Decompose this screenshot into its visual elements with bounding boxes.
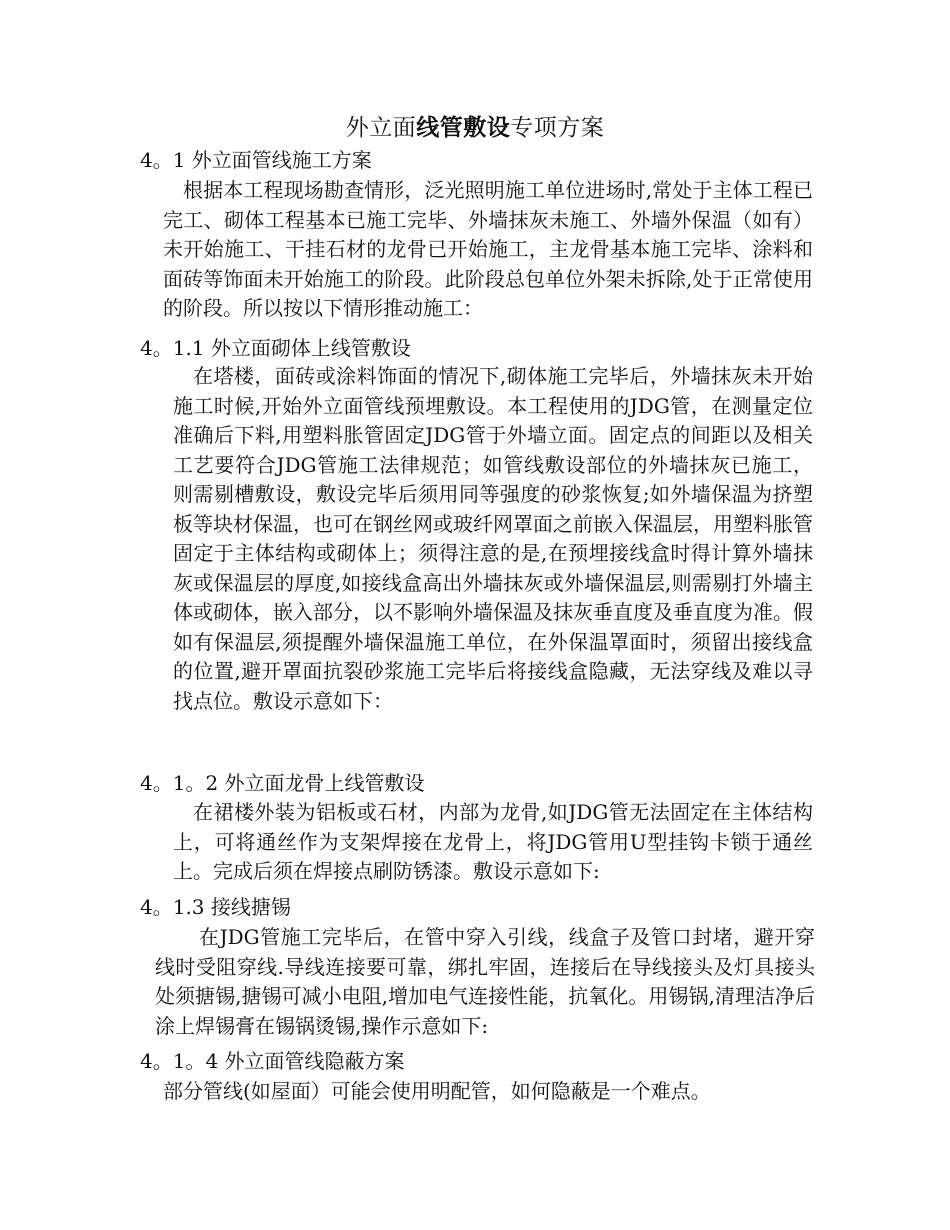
section-heading-4-1-1: 4。1.1 外立面砌体上线管敷设 bbox=[140, 336, 411, 360]
title-part-3: 专项方案 bbox=[510, 115, 605, 141]
section-body-4-1-1: 在塔楼，面砖或涂料饰面的情况下,砌体施工完毕后，外墙抹灰未开始施工时候,开始外立面管线预埋敷设。本工程使用的JDG管，在测量定位准确后下料,用塑料胀管固定JDG管于外墙立面。固定点的间距以及相关工艺要符合JDG管施工法律规范；如管线敷设部位的外墙抹灰已施工，则需剔槽敷设，敷设完毕后须用同等强度的砂浆恢复;如外墙保温为挤塑板等块材保温，也可在钢丝网或玻纤网罩面之前嵌入保温层，用塑料胀管固定于主体结构或砌体上；须得注意的是,在预埋接线盒时得计算外墙抹灰或保温层的厚度,如接线盒高出外墙抹灰或外墙保温层,则需剔打外墙主体或砌体，嵌入部分，以不影响外墙保温及抹灰垂直度及垂直度为准。假如有保温层,须提醒外墙保温施工单位，在外保温罩面时，须留出接线盒的位置,避开罩面抗裂砂浆施工完毕后将接线盒隐藏，无法穿线及难以寻找点位。敷设示意如下： bbox=[173, 364, 813, 713]
section-heading-4-1-4: 4。1。4 外立面管线隐蔽方案 bbox=[140, 1049, 405, 1073]
section-body-4-1-2: 在裙楼外装为铝板或石材，内部为龙骨,如JDG管无法固定在主体结构上，可将通丝作为支架焊接在龙骨上，将JDG管用U型挂钩卡锁于通丝上。完成后须在焊接点刷防锈漆。敷设示意如下: bbox=[173, 800, 813, 883]
title-part-2-bold: 线管敷设 bbox=[416, 114, 511, 141]
section-body-4-1: 根据本工程现场勘查情形，泛光照明施工单位进场时,常处于主体工程已完工、砌体工程基本已施工完毕、外墙抹灰未施工、外墙外保温（如有）未开始施工、干挂石材的龙骨已开始施工，主龙骨基本施工完毕、涂料和面砖等饰面未开始施工的阶段。此阶段总包单位外架未拆除,处于正常使用的阶段。所以按以下情形推动施工： bbox=[163, 178, 813, 320]
section-body-4-1-4: 部分管线(如屋面）可能会使用明配管，如何隐蔽是一个难点。 bbox=[163, 1079, 711, 1103]
section-heading-4-1: 4。1 外立面管线施工方案 bbox=[140, 148, 372, 172]
section-heading-4-1-3: 4。1.3 接线搪锡 bbox=[140, 895, 291, 919]
document-title bbox=[0, 111, 950, 145]
section-heading-4-1-2: 4。1。2 外立面龙骨上线管敷设 bbox=[140, 771, 425, 795]
section-body-4-1-3: 在JDG管施工完毕后，在管中穿入引线，线盒子及管口封堵，避开穿线时受阻穿线.导线连接要可靠，绑扎牢固，连接后在导线接头及灯具接头处须搪锡,搪锡可减小电阻,增加电气连接性能，抗氧化。用锡锅,清理洁净后涂上焊锡膏在锡锅烫锡,操作示意如下: bbox=[155, 925, 815, 1038]
title-part-1: 外立面 bbox=[345, 115, 417, 141]
